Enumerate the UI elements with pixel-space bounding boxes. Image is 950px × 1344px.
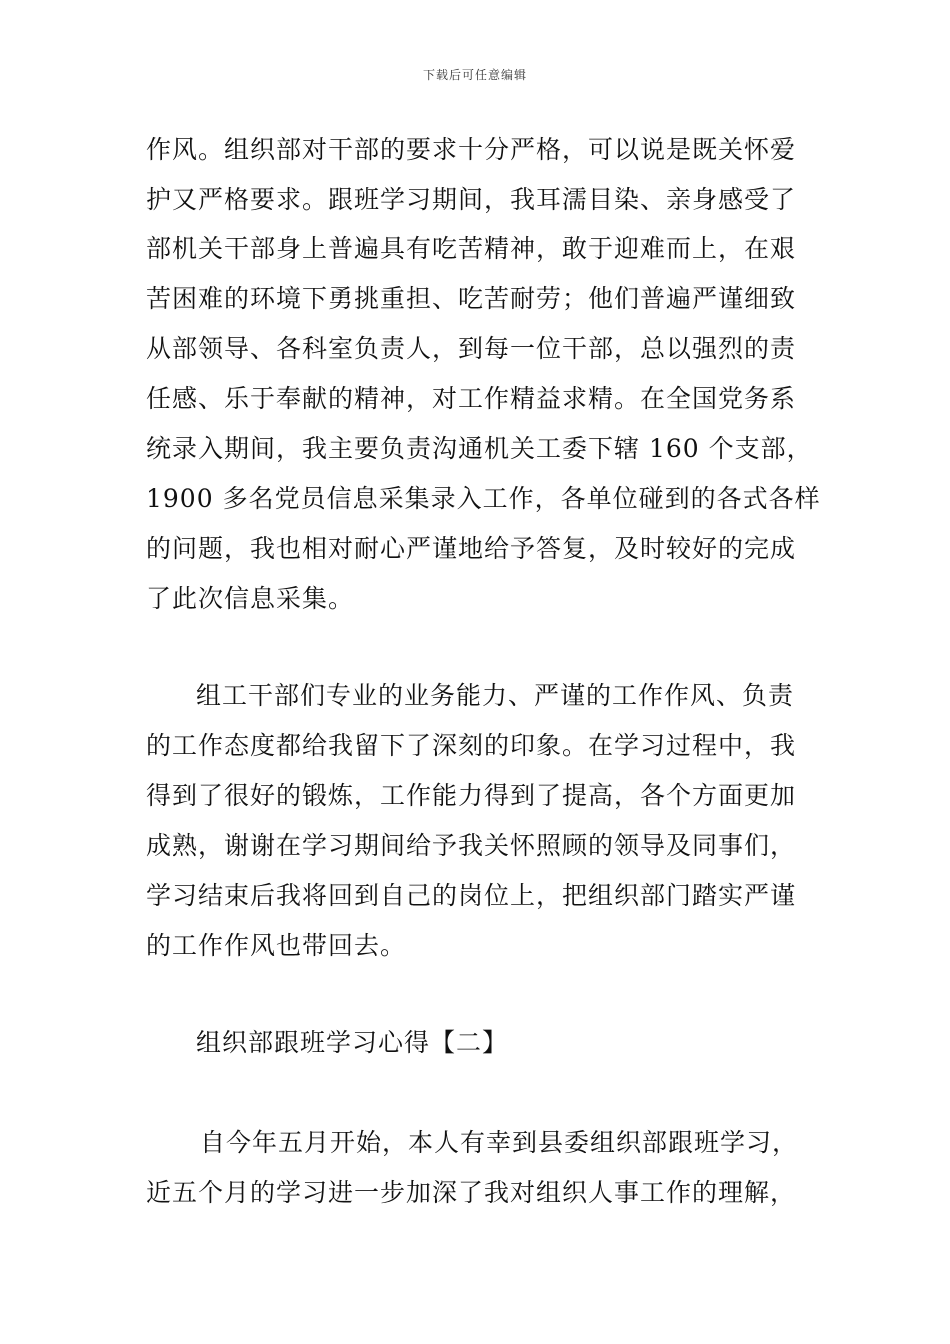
text-line: 任感、乐于奉献的精神，对工作精益求精。在全国党务系: [146, 384, 797, 413]
text-line: 的工作态度都给我留下了深刻的印象。在学习过程中，我: [146, 731, 797, 760]
page-header: 下载后可任意编辑: [422, 68, 527, 82]
text-line: 得到了很好的锻炼，工作能力得到了提高，各个方面更加: [146, 781, 797, 810]
text-line: 了此次信息采集。: [146, 584, 355, 613]
text-line: 护又严格要求。跟班学习期间，我耳濡目染、亲身感受了: [146, 185, 797, 214]
text-line: 近五个月的学习进一步加深了我对组织人事工作的理解，: [146, 1178, 797, 1207]
text-line: 成熟，谢谢在学习期间给予我关怀照顾的领导及同事们，: [146, 831, 797, 860]
text-line: 从部领导、各科室负责人，到每一位干部，总以强烈的责: [146, 334, 797, 363]
text-line: 1900 多名党员信息采集录入工作，各单位碰到的各式各样: [146, 484, 821, 513]
text-line: 部机关干部身上普遍具有吃苦精神，敢于迎难而上，在艰: [146, 234, 797, 263]
text-line: 自今年五月开始，本人有幸到县委组织部跟班学习，: [200, 1128, 799, 1157]
text-line: 苦困难的环境下勇挑重担、吃苦耐劳；他们普遍严谨细致: [146, 284, 797, 313]
text-line: 的问题，我也相对耐心严谨地给予答复，及时较好的完成: [146, 534, 797, 563]
text-line: 的工作作风也带回去。: [146, 931, 407, 960]
text-line: 统录入期间，我主要负责沟通机关工委下辖 160 个支部，: [146, 434, 813, 463]
text-line: 学习结束后我将回到自己的岗位上，把组织部门踏实严谨: [146, 881, 797, 910]
section-heading: 组织部跟班学习心得【二】: [196, 1028, 509, 1057]
text-line: 作风。组织部对干部的要求十分严格，可以说是既关怀爱: [146, 135, 797, 164]
text-line: 组工干部们专业的业务能力、严谨的工作作风、负责: [196, 681, 795, 710]
